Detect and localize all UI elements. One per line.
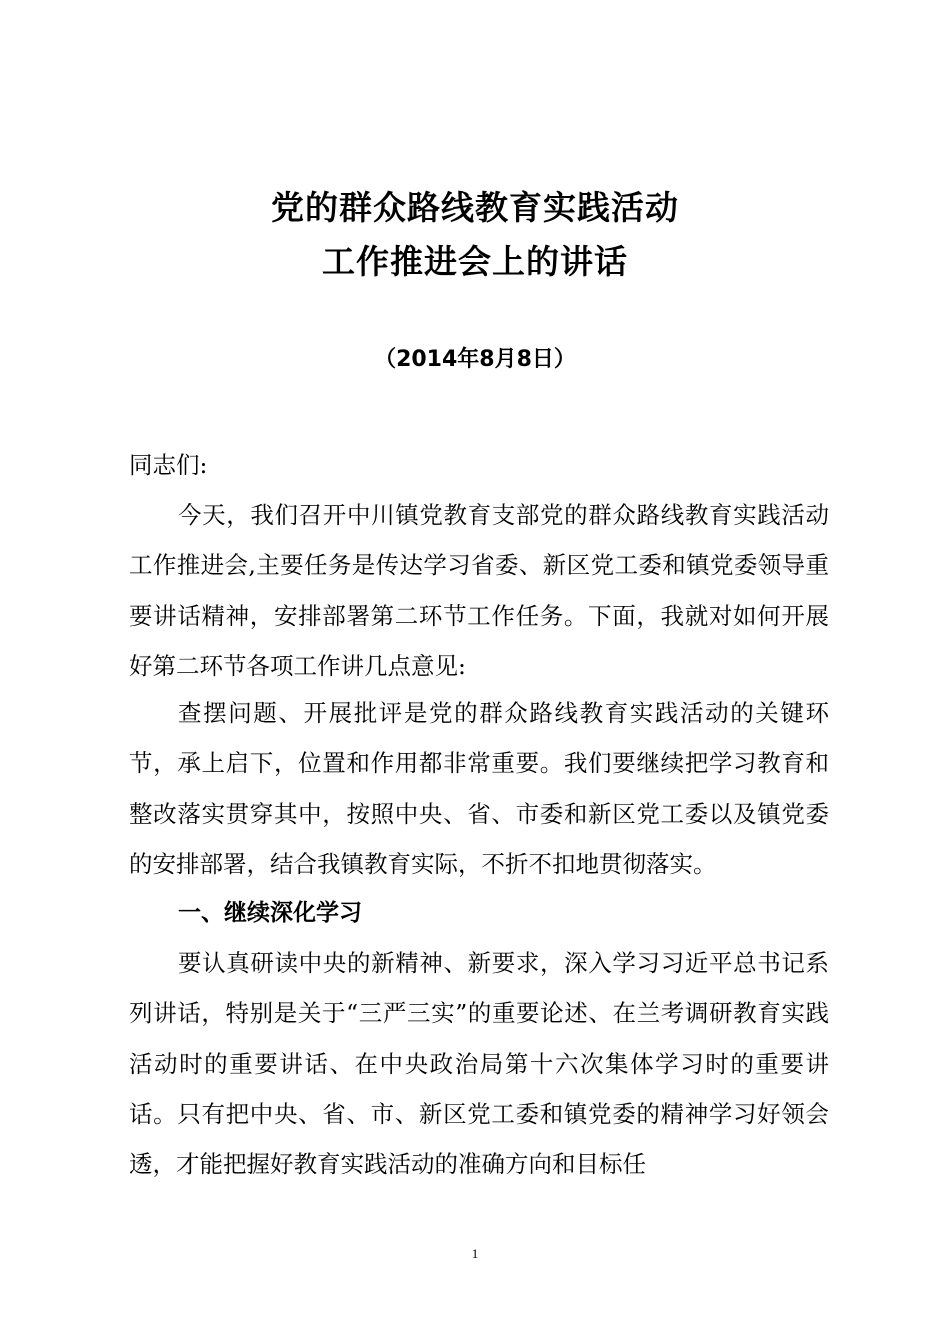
paragraph-key-link: 查摆问题、开展批评是党的群众路线教育实践活动的关键环节，承上启下，位置和作用都非常重要。我们要继续把学习教育和整改落实贯穿其中，按照中央、省、市委和新区党工委以及镇党委的安排部署，结合我镇教育实际，不折不扣地贯彻落实。 — [129, 699, 829, 878]
paragraph-intro: 今天，我们召开中川镇党教育支部党的群众路线教育实践活动工作推进会,主要任务是传达学习省委、新区党工委和镇党委领导重要讲话精神，安排部署第二环节工作任务。下面，我就对如何开展好第二环节各项工作讲几点意见: — [129, 501, 829, 680]
title-line-2: 工作推进会上的讲话 — [322, 242, 628, 281]
page-number: 1 — [471, 1246, 479, 1261]
title-line-1: 党的群众路线教育实践活动 — [271, 188, 679, 227]
speech-date: （2014年8月8日） — [374, 347, 576, 372]
section-heading: 一、继续深化学习 — [178, 900, 362, 926]
section-paragraph: 要认真研读中央的新精神、新要求，深入学习习近平总书记系列讲话，特别是关于“三严三实”的重要论述、在兰考调研教育实践活动时的重要讲话、在中央政治局第十六次集体学习时的重要讲话。只有把中央、省、市、新区党工委和镇党委的精神学习好领会透，才能把握好教育实践活动的准确方向和目标任 — [129, 949, 829, 1179]
greeting: 同志们: — [129, 451, 208, 479]
